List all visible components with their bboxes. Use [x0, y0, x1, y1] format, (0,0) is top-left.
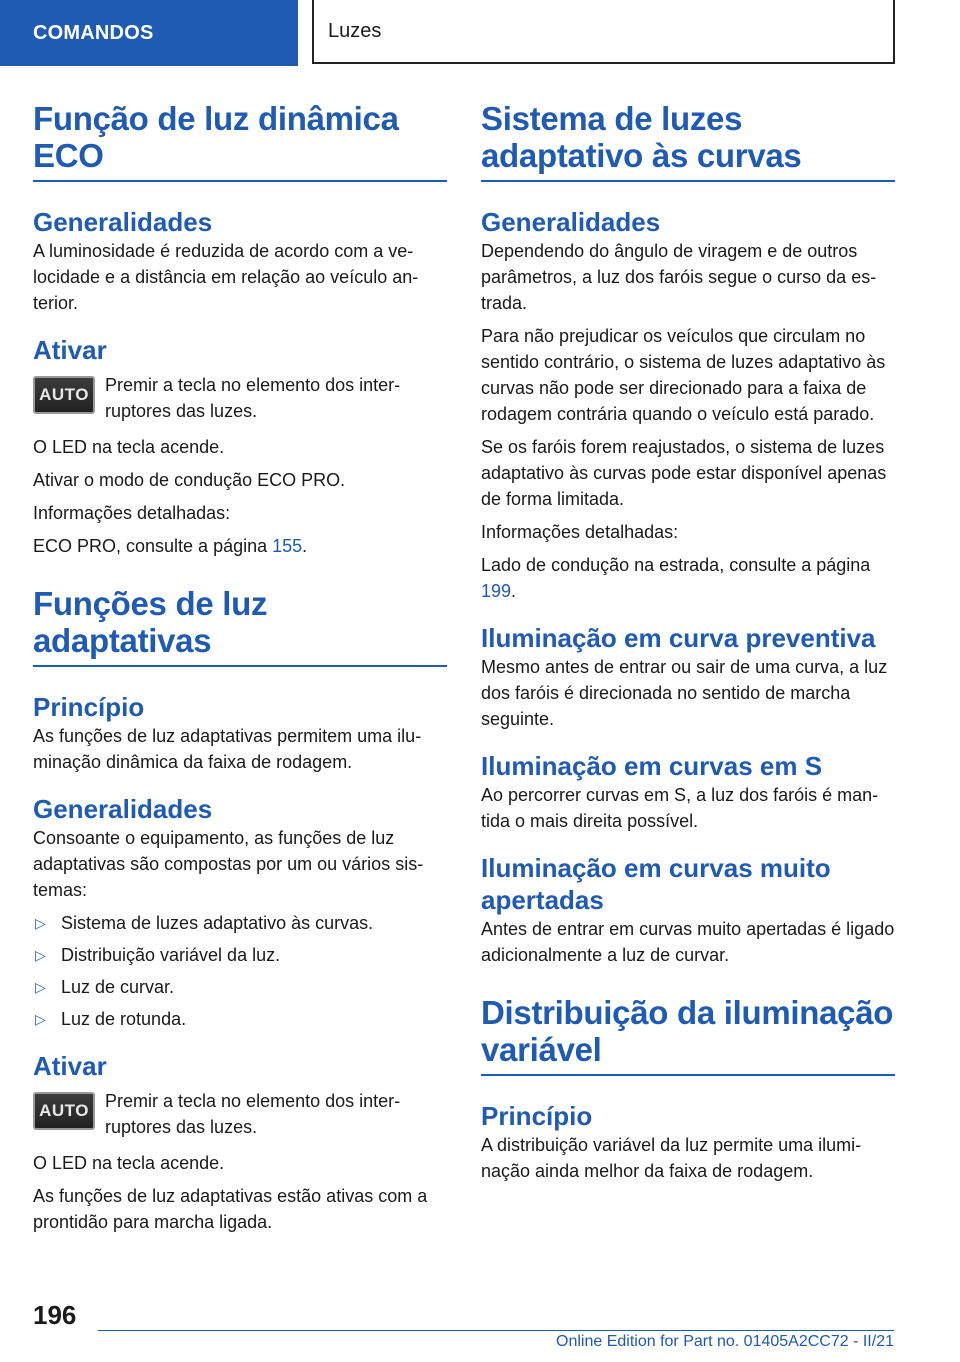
- preventive-text: Mesmo antes de entrar ou sair de uma curva, a luz dos faróis é direcionada no sentido de marcha seguinte.: [481, 657, 888, 729]
- heading-principle: Princípio: [33, 692, 145, 722]
- triangle-bullet-icon: ▷: [35, 1011, 46, 1027]
- curve-info-label: Informações detalhadas:: [481, 522, 679, 542]
- heading-general: Generalidades: [33, 794, 213, 824]
- activate-row: [33, 1088, 447, 1140]
- section-tab: COMANDOS: [0, 0, 298, 66]
- curve-text-2: Para não prejudicar os veículos que circulam no sentido contrário, o sistema de luzes adaptativo às curvas não pode ser direcionado para a faixa de rodagem contrária quando o veículo está parado.: [481, 326, 886, 424]
- heading-variable-principle: Princípio: [481, 1101, 593, 1131]
- s-curves-text: Ao percorrer curvas em S, a luz dos faróis é mantida o mais direita possível.: [481, 785, 879, 831]
- auto-button-icon: AUTO: [33, 376, 95, 414]
- list-item: ▷ Luz de rotunda.: [33, 1006, 447, 1032]
- curve-reference: Lado de condução na estrada, consulte a página 199.: [481, 555, 871, 601]
- tight-curves-text: Antes de entrar em curvas muito apertadas é ligado adicionalmente a luz de curvar.: [481, 919, 895, 965]
- triangle-bullet-icon: ▷: [35, 915, 46, 931]
- curve-text-1: Dependendo do ângulo de viragem e de outros parâmetros, a luz dos faróis segue o curso da estrada.: [481, 241, 877, 313]
- heading-adaptive-light: Funções de luz adaptativas: [33, 585, 447, 667]
- heading-eco-light: Função de luz dinâmica ECO: [33, 100, 447, 182]
- systems-list: [33, 910, 447, 1032]
- heading-s-curves: Iluminação em curvas em S: [481, 751, 823, 781]
- activate-text: Premir a tecla no elemento dos interruptores das luzes.: [105, 1091, 401, 1137]
- eco-reference: ECO PRO, consulte a página 155.: [33, 536, 308, 556]
- heading-tight-curves: Iluminação em curvas muito apertadas: [481, 853, 831, 915]
- eco-led-text: O LED na tecla acende.: [33, 437, 225, 457]
- principle-text: As funções de luz adaptativas permitem uma iluminação dinâmica da faixa de rodagem.: [33, 726, 422, 772]
- eco-ref-text: ECO PRO, consulte a página: [33, 536, 273, 556]
- heading-curve-general: Generalidades: [481, 207, 661, 237]
- list-item: ▷ Sistema de luzes adaptativo às curvas.: [33, 910, 447, 936]
- eco-activate-row: [33, 372, 447, 424]
- heading-curve-light: Sistema de luzes adaptativo às curvas: [481, 100, 895, 182]
- heading-preventive: Iluminação em curva preventiva: [481, 623, 876, 653]
- heading-variable-light: Distribuição da iluminação variável: [481, 994, 895, 1076]
- page-link-199[interactable]: 199: [481, 581, 512, 601]
- page-number: 196: [33, 1300, 77, 1330]
- curve-ref-text: Lado de condução na estrada, consulte a página: [481, 555, 871, 575]
- page-header: [0, 0, 960, 66]
- list-item: ▷ Distribuição variável da luz.: [33, 942, 447, 968]
- edition-note: Online Edition for Part no. 01405A2CC72 - II/21: [556, 1333, 894, 1350]
- page-link-155[interactable]: 155: [272, 536, 303, 556]
- left-column: [33, 100, 447, 1235]
- general-text: Consoante o equipamento, as funções de luz adaptativas são compostas por um ou vários sistemas:: [33, 828, 424, 900]
- list-item: ▷ Luz de curvar.: [33, 974, 447, 1000]
- curve-text-3: Se os faróis forem reajustados, o sistema de luzes adaptativo às curvas pode estar disponível apenas de forma limitada.: [481, 437, 887, 509]
- variable-principle-text: A distribuição variável da luz permite uma iluminação ainda melhor da faixa de rodagem.: [481, 1135, 862, 1181]
- eco-mode-text: Ativar o modo de condução ECO PRO.: [33, 470, 346, 490]
- eco-activate-text: Premir a tecla no elemento dos interruptores das luzes.: [105, 375, 401, 421]
- heading-eco-activate: Ativar: [33, 335, 107, 365]
- triangle-bullet-icon: ▷: [35, 947, 46, 963]
- triangle-bullet-icon: ▷: [35, 979, 46, 995]
- heading-activate: Ativar: [33, 1051, 107, 1081]
- auto-button-icon: AUTO: [33, 1092, 95, 1130]
- right-column: [481, 100, 895, 1184]
- eco-general-text: A luminosidade é reduzida de acordo com a velocidade e a distância em relação ao veículo anterior.: [33, 241, 419, 313]
- final-text: As funções de luz adaptativas estão ativas com a prontidão para marcha ligada.: [33, 1186, 428, 1232]
- led-text: O LED na tecla acende.: [33, 1153, 225, 1173]
- heading-eco-general: Generalidades: [33, 207, 213, 237]
- chapter-title: Luzes: [312, 0, 895, 64]
- eco-info-label: Informações detalhadas:: [33, 503, 231, 523]
- footer-divider: [98, 1330, 894, 1331]
